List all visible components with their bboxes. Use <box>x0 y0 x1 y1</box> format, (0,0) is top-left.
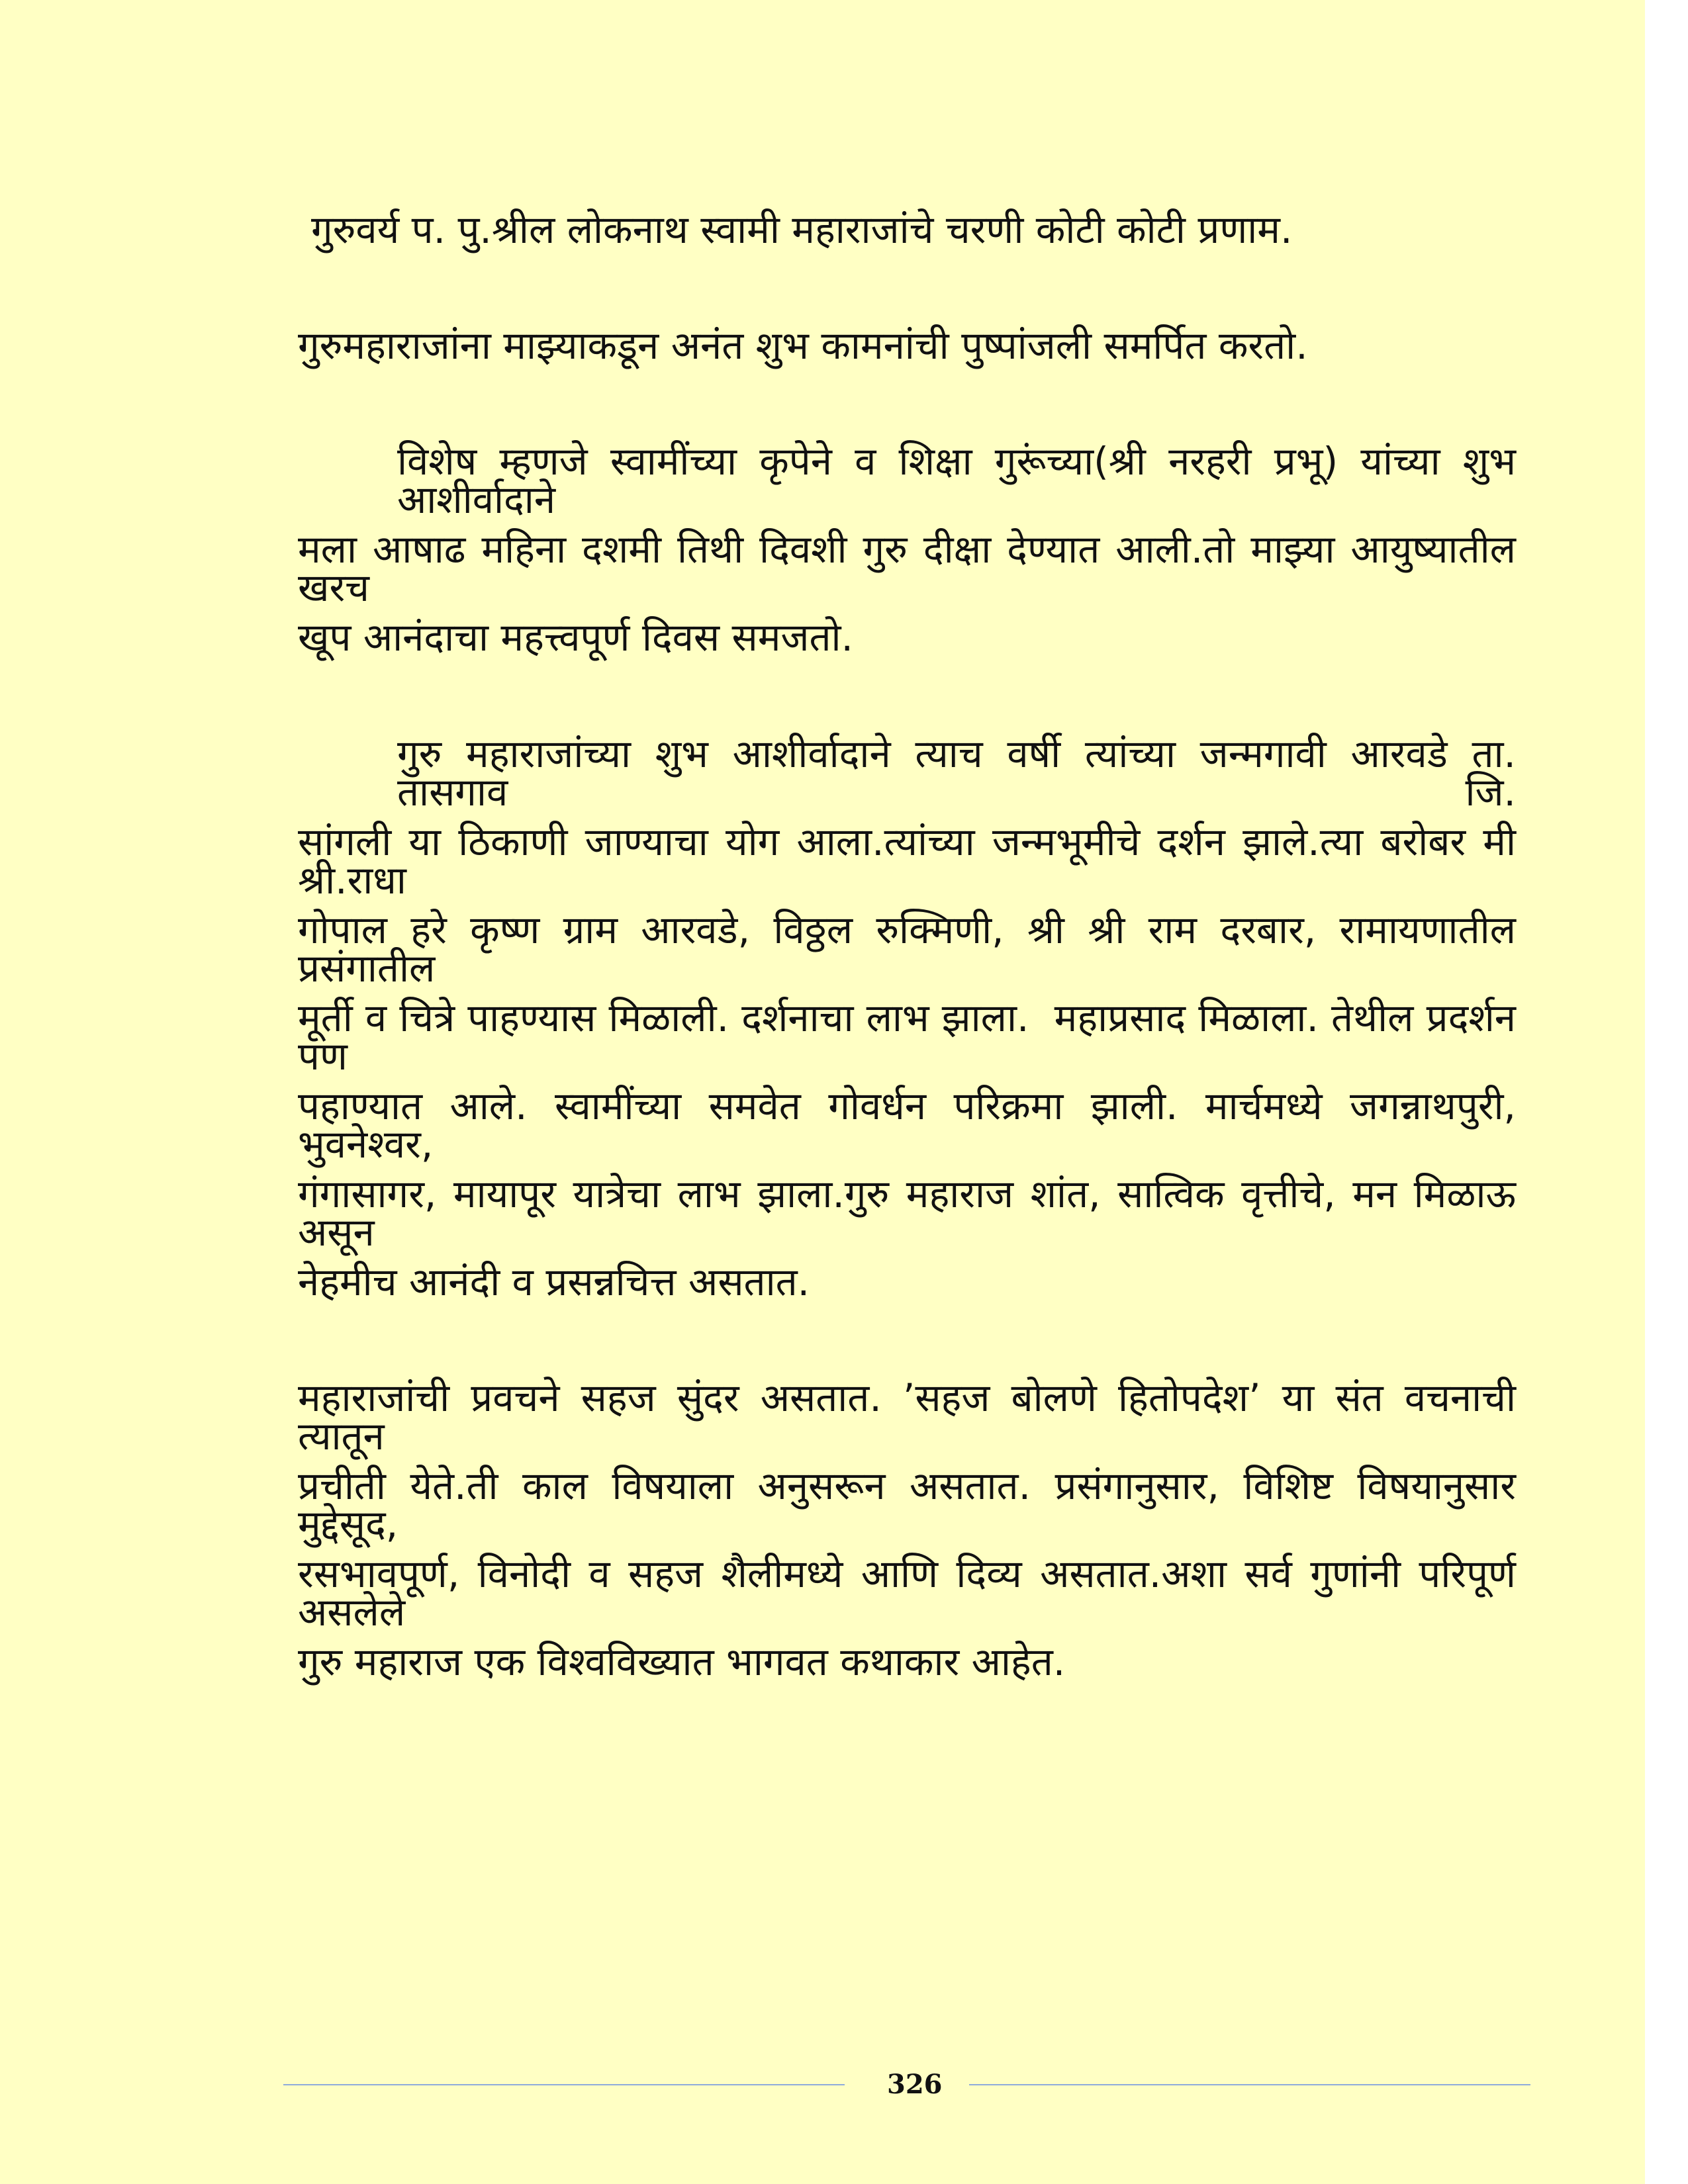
paragraph-4-line-1: गुरु महाराजांच्या शुभ आशीर्वादाने त्याच वर्षी त्यांच्या जन्मगावी आरवडे ता. तासगाव जि. <box>397 731 1516 815</box>
page-margin-strip <box>1645 0 1688 2184</box>
paragraph-5-line-3: रसभावपूर्ण, विनोदी व सहज शैलीमध्ये आणि दिव्य असतात.अशा सर्व गुणांनी परिपूर्ण असलेले <box>298 1551 1516 1635</box>
paragraph-4-line-7: नेहमीच आनंदी व प्रसन्नचित्त असतात. <box>298 1259 810 1304</box>
paragraph-3-line-3: खूप आनंदाचा महत्त्वपूर्ण दिवस समजतो. <box>298 615 853 660</box>
paragraph-4-line-5: पहाण्यात आले. स्वामींच्या समवेत गोवर्धन परिक्रमा झाली. मार्चमध्ये जगन्नाथपुरी, भुवनेश्वर, <box>298 1083 1516 1167</box>
paragraph-2-line-1: गुरुमहाराजांना माझ्याकडून अनंत शुभ कामनांची पुष्पांजली समर्पित करतो. <box>298 323 1308 368</box>
paragraph-4-line-2: सांगली या ठिकाणी जाण्याचा योग आला.त्यांच्या जन्मभूमीचे दर्शन झाले.त्या बरोबर मी श्री.राधा <box>298 819 1516 903</box>
paragraph-5-line-2: प्रचीती येते.ती काल विषयाला अनुसरून असतात. प्रसंगानुसार, विशिष्ट विषयानुसार मुद्देसूद, <box>298 1463 1516 1547</box>
paragraph-3-line-1: विशेष म्हणजे स्वामींच्या कृपेने व शिक्षा गुरूंच्या(श्री नरहरी प्रभू) यांच्या शुभ आशीर्वादाने <box>397 439 1516 522</box>
paragraph-4-line-4: मूर्ती व चित्रे पाहण्यास मिळाली. दर्शनाचा लाभ झाला. महाप्रसाद मिळाला. तेथील प्रदर्शन पण <box>298 995 1528 1079</box>
paragraph-4-line-3: गोपाल हरे कृष्ण ग्राम आरवडे, विठ्ठल रुक्मिणी, श्री श्री राम दरबार, रामायणातील प्रसंगातील <box>298 907 1516 991</box>
paragraph-3-line-2: मला आषाढ महिना दशमी तिथी दिवशी गुरु दीक्षा देण्यात आली.तो माझ्या आयुष्यातील खरच <box>298 527 1516 610</box>
paragraph-4-line-6: गंगासागर, मायापूर यात्रेचा लाभ झाला.गुरु महाराज शांत, सात्विक वृत्तीचे, मन मिळाऊ असून <box>298 1171 1516 1255</box>
paragraph-5-line-4: गुरु महाराज एक विश्वविख्यात भागवत कथाकार आहेत. <box>298 1639 1066 1684</box>
paragraph-5-line-1: महाराजांची प्रवचने सहज सुंदर असतात. ’सहज बोलणे हितोपदेश’ या संत वचनाची त्यातून <box>298 1375 1516 1459</box>
footer-rule-left <box>283 2084 845 2085</box>
footer-rule-right <box>969 2084 1530 2085</box>
page-number: 326 <box>887 2069 943 2100</box>
paragraph-1-line-1: गुरुवर्य प. पु.श्रील लोकनाथ स्वामी महाराजांचे चरणी कोटी कोटी प्रणाम. <box>311 207 1293 252</box>
